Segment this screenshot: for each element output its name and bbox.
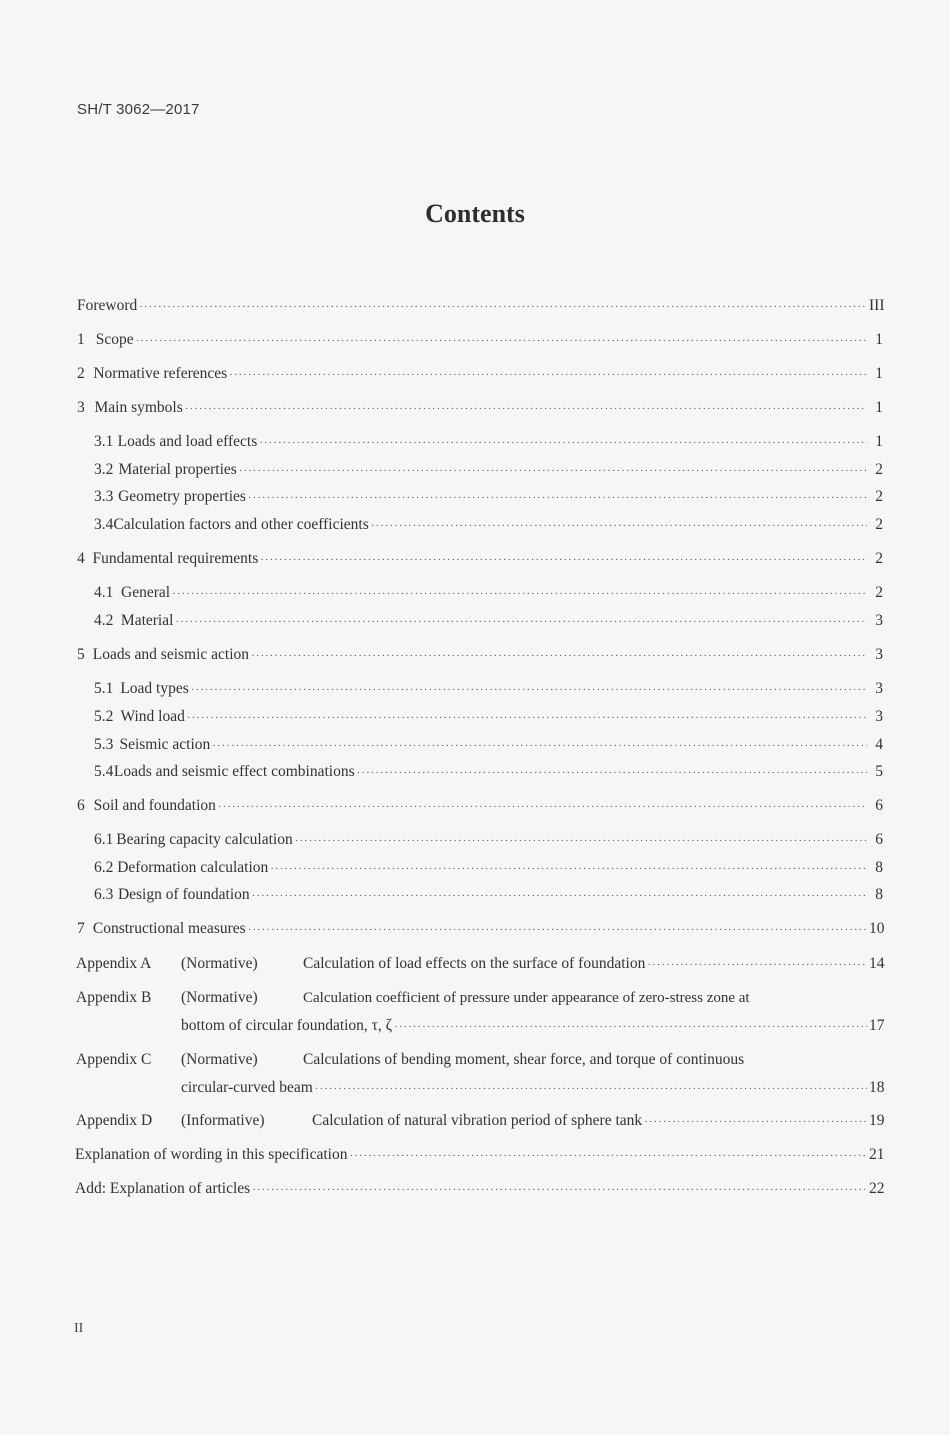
toc-entry-appendix-c[interactable] [181, 1078, 883, 1099]
page-title: Contents [425, 199, 525, 228]
toc-entry-number: 4 [77, 550, 85, 567]
toc-entry-page: 1 [875, 433, 883, 450]
appendix-c-type: (Normative) [181, 1051, 258, 1068]
dot-leader [175, 612, 867, 632]
dot-leader [229, 365, 867, 385]
dot-leader [270, 859, 867, 879]
toc-entry-page: 6 [875, 831, 883, 848]
dot-leader [252, 1180, 867, 1200]
dot-leader [371, 516, 867, 536]
toc-entry-page: 2 [875, 584, 883, 601]
toc-entry-number: 6.3 [94, 886, 114, 903]
appendix-a-label: Appendix A [76, 955, 152, 972]
toc-entry-number: 3.4 [94, 516, 114, 533]
dot-leader [172, 584, 867, 604]
toc-entry-title: Deformation calculation [117, 859, 269, 876]
dot-leader [647, 955, 867, 975]
toc-entry-6-2[interactable] [94, 858, 883, 879]
toc-entry-title: Loads and seismic action [92, 646, 250, 663]
toc-entry-title: Design of foundation [117, 886, 250, 903]
dot-leader [136, 331, 867, 351]
toc-entry-appendix-a[interactable] [303, 954, 883, 975]
dot-leader [212, 736, 867, 756]
toc-entry-title: Seismic action [119, 736, 211, 753]
toc-entry-title: Constructional measures [92, 920, 246, 937]
toc-entry-number: 4.2 [94, 612, 114, 629]
toc-entry-5-4[interactable] [94, 762, 883, 783]
dot-leader [315, 1079, 867, 1099]
footer-page-number: II [74, 1321, 84, 1336]
appendix-c-title-line1: Calculations of bending moment, shear force, and torque of continuous [303, 1051, 745, 1068]
toc-entry-page: 14 [869, 955, 885, 972]
toc-entry-number: 7 [77, 920, 85, 937]
dot-leader [644, 1112, 867, 1132]
toc-entry-5-2[interactable] [94, 707, 883, 728]
toc-entry-title: Calculation of natural vibration period of sphere tank [312, 1112, 643, 1129]
toc-entry-page: 10 [869, 920, 885, 937]
toc-entry-appendix-b[interactable] [181, 1016, 883, 1037]
toc-entry-page: 1 [875, 399, 883, 416]
toc-entry-3-2[interactable] [94, 460, 883, 481]
toc-entry-page: 8 [875, 859, 883, 876]
appendix-c-label: Appendix C [76, 1051, 152, 1068]
toc-entry-number: 3.2 [94, 461, 114, 478]
toc-entry-3-3[interactable] [94, 487, 883, 508]
toc-entry-title: Material properties [118, 461, 237, 478]
toc-entry-4-1[interactable] [94, 583, 883, 604]
dot-leader [248, 488, 867, 508]
toc-entry-title: Fundamental requirements [92, 550, 259, 567]
dot-leader [139, 297, 867, 317]
toc-entry-page: 5 [875, 763, 883, 780]
dot-leader [239, 461, 867, 481]
toc-entry-5-3[interactable] [94, 735, 883, 756]
dot-leader [187, 708, 867, 728]
toc-entry-page: 8 [875, 886, 883, 903]
toc-entry-title: bottom of circular foundation, τ, ζ [181, 1017, 393, 1034]
toc-entry-page: 3 [875, 680, 883, 697]
dot-leader [394, 1017, 867, 1037]
document-code: SH/T 3062—2017 [77, 101, 200, 118]
toc-entry-number: 5.4 [94, 763, 114, 780]
toc-entry-title: Add: Explanation of articles [75, 1180, 251, 1197]
dot-leader [218, 797, 867, 817]
toc-entry-page: 3 [875, 612, 883, 629]
toc-entry-title: Calculation factors and other coefficients [113, 516, 369, 533]
dot-leader [260, 550, 867, 570]
toc-entry-3-1[interactable] [94, 432, 883, 453]
toc-entry-title: Scope [95, 331, 134, 348]
toc-entry-fundamental-requirements[interactable] [77, 549, 883, 570]
toc-entry-page: 2 [875, 516, 883, 533]
toc-entry-title: Bearing capacity calculation [116, 831, 293, 848]
toc-entry-title: Loads and seismic effect combinations [113, 763, 355, 780]
toc-entry-title: Wind load [120, 708, 185, 725]
toc-entry-page: 2 [875, 488, 883, 505]
toc-entry-number: 3 [77, 399, 85, 416]
appendix-a-type: (Normative) [181, 955, 258, 972]
toc-entry-title: General [121, 584, 171, 601]
toc-entry-number: 5.1 [94, 680, 114, 697]
toc-entry-constructional-measures[interactable] [77, 919, 883, 940]
toc-entry-title: Normative references [93, 365, 228, 382]
toc-entry-page: 21 [869, 1146, 885, 1163]
appendix-b-title-line1: Calculation coefficient of pressure under appearance of zero-stress zone at [303, 990, 750, 1006]
toc-entry-title: Loads and load effects [117, 433, 258, 450]
toc-entry-explanation-of-articles[interactable] [75, 1179, 883, 1200]
toc-entry-page: 18 [869, 1079, 885, 1096]
appendix-d-label: Appendix D [76, 1112, 153, 1129]
toc-entry-title: Soil and foundation [93, 797, 216, 814]
toc-entry-number: 6.2 [94, 859, 114, 876]
toc-entry-page: 17 [869, 1017, 885, 1034]
appendix-d-type: (Informative) [181, 1112, 265, 1129]
toc-entry-title: Geometry properties [118, 488, 246, 505]
dot-leader [349, 1146, 867, 1166]
toc-entry-number: 5.3 [94, 736, 114, 753]
toc-entry-title: circular-curved beam [181, 1079, 313, 1096]
dot-leader [185, 399, 867, 419]
appendix-b-type: (Normative) [181, 989, 258, 1006]
dot-leader [295, 831, 867, 851]
toc-entry-number: 6.1 [94, 831, 114, 848]
toc-entry-title: Explanation of wording in this specification [75, 1146, 348, 1163]
dot-leader [252, 886, 867, 906]
dot-leader [248, 920, 867, 940]
toc-entry-title: Main symbols [94, 399, 183, 416]
toc-entry-title: Calculation of load effects on the surface of foundation [303, 955, 646, 972]
toc-entry-number: 3.1 [94, 433, 114, 450]
toc-entry-foreword[interactable] [77, 296, 883, 317]
toc-entry-page: 1 [875, 331, 883, 348]
dot-leader [357, 763, 867, 783]
toc-entry-loads-and-seismic-action[interactable] [77, 645, 883, 666]
toc-entry-page: 19 [869, 1112, 885, 1129]
toc-entry-6-3[interactable] [94, 885, 883, 906]
toc-entry-appendix-d[interactable] [312, 1111, 883, 1132]
appendix-b-label: Appendix B [76, 989, 152, 1006]
toc-entry-page: 1 [875, 365, 883, 382]
toc-entry-normative-references[interactable] [77, 364, 883, 385]
toc-entry-number: 6 [77, 797, 85, 814]
dot-leader [251, 646, 867, 666]
toc-entry-title: Load types [120, 680, 189, 697]
toc-entry-page: III [869, 297, 885, 314]
toc-entry-title: Material [120, 612, 174, 629]
toc-entry-scope[interactable] [77, 330, 883, 351]
toc-entry-5-1[interactable] [94, 679, 883, 700]
toc-entry-page: 2 [875, 550, 883, 567]
toc-entry-page: 6 [875, 797, 883, 814]
toc-entry-title: Foreword [77, 297, 138, 314]
toc-entry-page: 2 [875, 461, 883, 478]
toc-entry-6-1[interactable] [94, 830, 883, 851]
toc-entry-page: 4 [875, 736, 883, 753]
toc-entry-number: 1 [77, 331, 85, 348]
toc-entry-page: 3 [875, 646, 883, 663]
toc-entry-page: 22 [869, 1180, 885, 1197]
toc-entry-number: 3.3 [94, 488, 114, 505]
dot-leader [259, 433, 867, 453]
toc-entry-page: 3 [875, 708, 883, 725]
toc-entry-number: 5.2 [94, 708, 114, 725]
toc-entry-4-2[interactable] [94, 611, 883, 632]
toc-entry-explanation-of-wording[interactable] [75, 1145, 883, 1166]
dot-leader [191, 680, 867, 700]
toc-entry-soil-and-foundation[interactable] [77, 796, 883, 817]
toc-entry-number: 5 [77, 646, 85, 663]
toc-entry-3-4[interactable] [94, 515, 883, 536]
toc-entry-number: 4.1 [94, 584, 114, 601]
toc-entry-number: 2 [77, 365, 85, 382]
toc-entry-main-symbols[interactable] [77, 398, 883, 419]
